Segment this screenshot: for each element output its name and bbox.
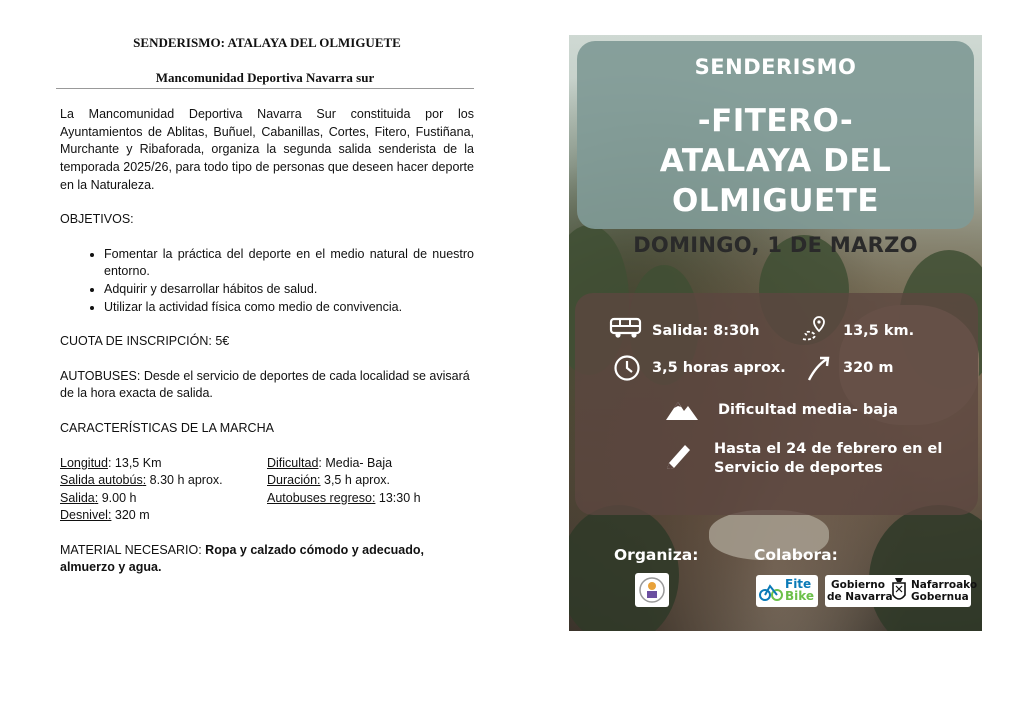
bus-icon bbox=[609, 317, 643, 339]
feature-value: 13:30 h bbox=[375, 490, 421, 505]
feature-value: Media- Baja bbox=[321, 455, 393, 470]
feature-row bbox=[267, 472, 474, 490]
place-line: OLMIGUETE bbox=[671, 183, 880, 219]
route-icon bbox=[799, 315, 829, 343]
registration-line: Hasta el 24 de febrero en el bbox=[714, 441, 943, 457]
crest-icon bbox=[891, 577, 907, 605]
material-text bbox=[60, 542, 474, 577]
objectives-list bbox=[60, 246, 474, 316]
title-panel bbox=[577, 41, 974, 229]
objectives-heading: OBJETIVOS: bbox=[60, 212, 134, 227]
feature-label: Autobuses regreso bbox=[267, 490, 372, 505]
list-item: • Adquirir y desarrollar hábitos de salud. bbox=[104, 281, 474, 299]
poster-date: DOMINGO, 1 DE MARZO bbox=[633, 233, 918, 257]
list-item: • Fomentar la práctica del deporte en el medio natural de nuestro entorno. bbox=[104, 246, 474, 281]
features-heading: CARACTERÍSTICAS DE LA MARCHA bbox=[60, 420, 274, 435]
elevation-text: 320 m bbox=[843, 360, 894, 376]
clock-icon bbox=[613, 354, 641, 382]
feature-sep: : bbox=[317, 473, 321, 488]
feature-sep: : bbox=[107, 508, 112, 523]
feature-label: Desnivel bbox=[60, 508, 108, 523]
feature-row bbox=[60, 455, 267, 473]
fee-text: CUOTA DE INSCRIPCIÓN: 5€ bbox=[60, 334, 230, 349]
feature-label: Longitud bbox=[60, 455, 108, 470]
feature-label: Salida bbox=[60, 490, 95, 505]
info-panel bbox=[575, 293, 978, 515]
feature-row bbox=[60, 507, 267, 525]
feature-sep: : bbox=[371, 490, 376, 505]
event-poster bbox=[569, 35, 982, 631]
gobierno-navarra-logo bbox=[825, 575, 978, 607]
intro-paragraph: La Mancomunidad Deportiva Navarra Sur constituida por los Ayuntamientos de Ablitas, Buñuel, Cabanillas, Cortes, Fitero, Fustiñana, Murchante y Ribaforada, organiza la segunda salida senderista de la temporada 2025/26, para todo tipo de personas que deseen hacer deporte en la Naturaleza. bbox=[60, 107, 474, 192]
mancomunidad-logo bbox=[635, 573, 669, 607]
document-subtitle: Mancomunidad Deportiva Navarra sur bbox=[56, 69, 474, 90]
departure-text: Salida: 8:30h bbox=[652, 323, 760, 339]
place-line: -FITERO- bbox=[697, 103, 854, 139]
organiza-label: Organiza: bbox=[614, 546, 699, 564]
feature-value: 9.00 h bbox=[98, 490, 137, 505]
seal-icon bbox=[635, 573, 669, 607]
feature-sep: : bbox=[94, 490, 99, 505]
document-column bbox=[60, 34, 474, 577]
feature-value: 3,5 h aprox. bbox=[320, 473, 391, 488]
feature-sep: : bbox=[318, 455, 322, 470]
feature-row bbox=[60, 490, 267, 508]
tree-shape bbox=[869, 505, 982, 631]
gobierno-line1: Gobierno bbox=[831, 579, 885, 591]
material-value: Ropa y calzado cómodo y adecuado, almuerzo y agua. bbox=[60, 542, 424, 575]
poster-place bbox=[577, 101, 974, 221]
material-label: MATERIAL NECESARIO: bbox=[60, 542, 206, 557]
mountain-icon bbox=[665, 399, 699, 421]
feature-label: Duración bbox=[267, 473, 318, 488]
tree-shape bbox=[569, 505, 679, 631]
fitebike-line1: Fite bbox=[785, 577, 812, 591]
gobierno-line2: de Navarra bbox=[827, 591, 893, 603]
features-left-column bbox=[60, 455, 267, 525]
feature-value: 8.30 h aprox. bbox=[146, 473, 223, 488]
feature-value: 13,5 Km bbox=[111, 455, 162, 470]
registration-text bbox=[714, 440, 942, 478]
duration-text: 3,5 horas aprox. bbox=[652, 360, 786, 376]
difficulty-text: Dificultad media- baja bbox=[718, 402, 898, 418]
distance-text: 13,5 km. bbox=[843, 323, 915, 339]
feature-sep: : bbox=[142, 473, 147, 488]
fitebike-line2: Bike bbox=[785, 589, 815, 603]
feature-row bbox=[60, 472, 267, 490]
feature-row bbox=[267, 455, 474, 473]
document-title: SENDERISMO: ATALAYA DEL OLMIGUETE bbox=[133, 35, 401, 50]
fitebike-logo bbox=[756, 575, 818, 607]
nafarroako-line1: Nafarroako bbox=[911, 579, 978, 591]
features-right-column bbox=[267, 455, 474, 525]
elevation-arrow-icon bbox=[805, 354, 833, 382]
bike-icon bbox=[759, 579, 783, 603]
place-line: ATALAYA DEL bbox=[659, 143, 892, 179]
buses-text: AUTOBUSES: Desde el servicio de deportes de cada localidad se avisará de la hora exacta de salida. bbox=[60, 368, 470, 401]
feature-sep: : bbox=[107, 455, 112, 470]
poster-kicker: SENDERISMO bbox=[694, 55, 857, 79]
list-item: • Utilizar la actividad física como medio de convivencia. bbox=[104, 299, 474, 317]
colabora-label: Colabora: bbox=[754, 546, 838, 564]
pencil-icon bbox=[663, 439, 695, 471]
feature-row bbox=[267, 490, 474, 508]
feature-value: 320 m bbox=[111, 508, 150, 523]
feature-label: Dificultad bbox=[267, 455, 319, 470]
feature-label: Salida autobús bbox=[60, 473, 143, 488]
features-table bbox=[60, 455, 474, 525]
nafarroako-line2: Gobernua bbox=[911, 591, 969, 603]
registration-line: Servicio de deportes bbox=[714, 460, 883, 476]
